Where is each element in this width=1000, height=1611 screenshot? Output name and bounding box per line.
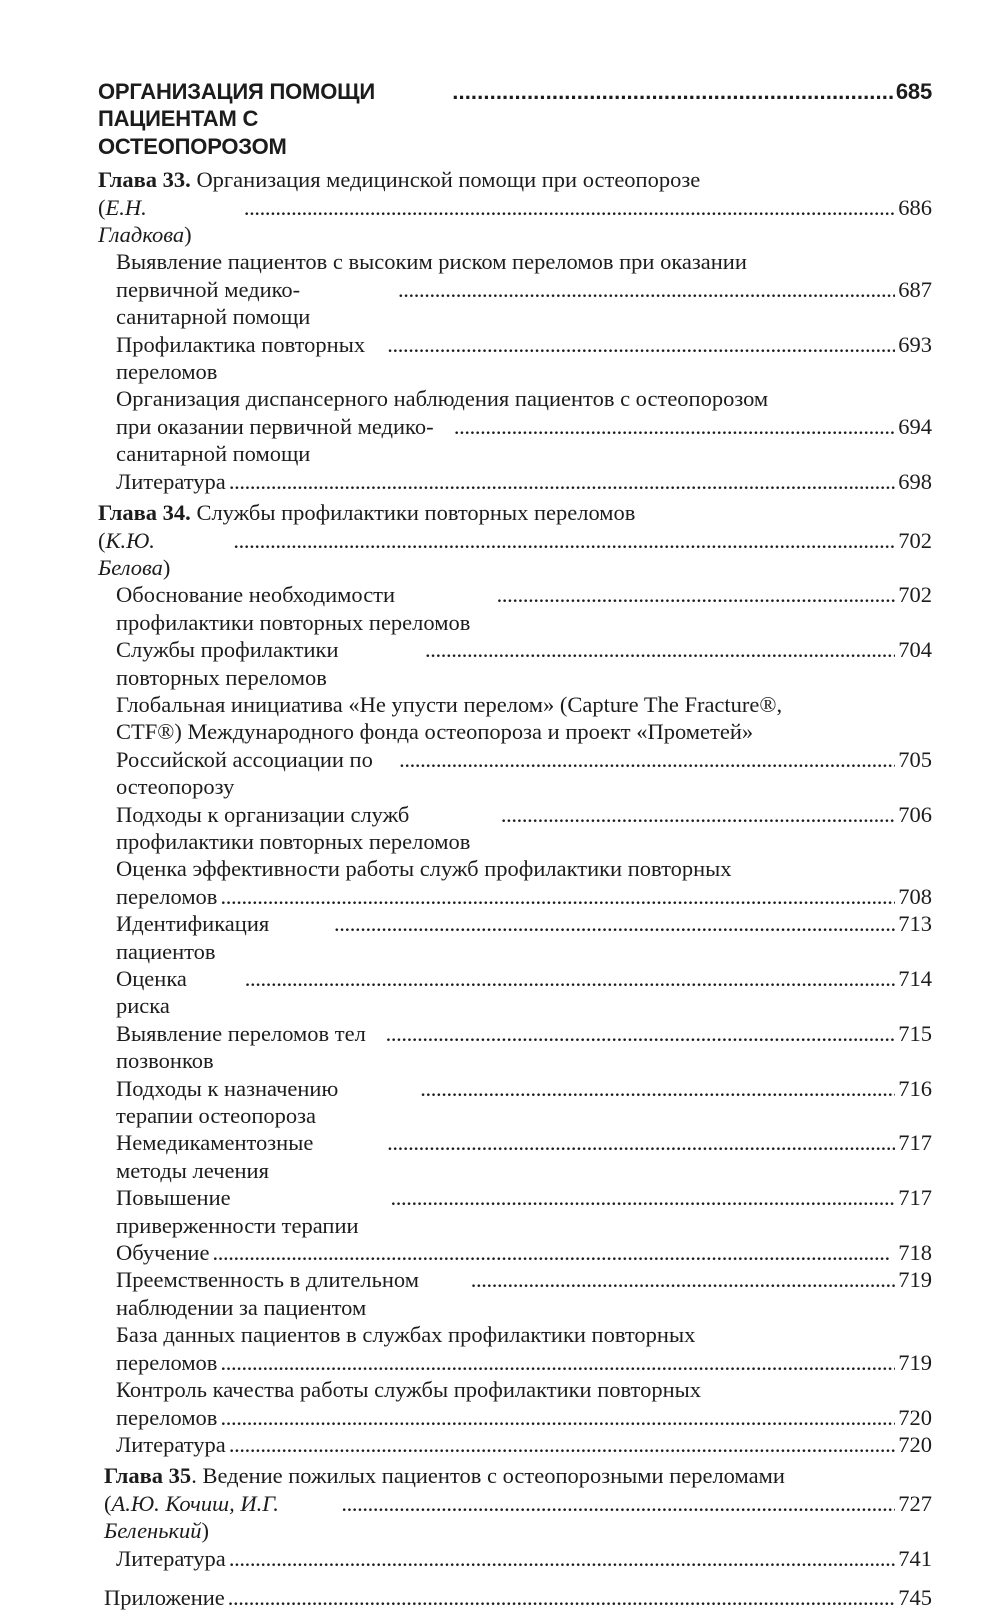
appendix-label: Приложение bbox=[104, 1584, 225, 1610]
page-number: 716 bbox=[898, 1075, 932, 1101]
leader-dots bbox=[334, 910, 895, 937]
page-number: 687 bbox=[898, 276, 932, 302]
leader-dots bbox=[399, 746, 895, 773]
page-number: 698 bbox=[898, 468, 932, 494]
toc-entry: Литература . . . 741 bbox=[104, 1545, 932, 1572]
page-number: 694 bbox=[898, 413, 932, 439]
toc-entry: Выявление пациентов с высоким риском переломов при оказании первичной медико-санитарной помощи . . . 687 bbox=[98, 248, 932, 330]
chapter-title: Организация медицинской помощи при остеопорозе bbox=[196, 167, 701, 193]
toc-entry: Службы профилактики повторных переломов . . . 704 bbox=[98, 636, 932, 691]
page-number: 706 bbox=[898, 801, 932, 827]
toc-entry: Идентификация пациентов . . . 713 bbox=[98, 910, 932, 965]
chapter-title-line bbox=[98, 499, 932, 526]
toc-entry: Глобальная инициатива «Не упусти перелом» (Capture The Fracture®, CTF®) Международного фонда остеопороза и проект «Прометей» Российской ассоциации по остеопорозу . . . 705 bbox=[98, 691, 932, 801]
toc-entry: Обучение . . . 718 bbox=[98, 1239, 932, 1266]
leader-dots bbox=[244, 194, 895, 221]
leader-dots bbox=[452, 78, 893, 105]
leader-dots bbox=[212, 1239, 895, 1266]
chapter-number: Глава 33. bbox=[98, 167, 191, 193]
chapter-author: К.Ю. Белова bbox=[98, 527, 163, 580]
leader-dots bbox=[233, 527, 895, 554]
chapter-author: А.Ю. Кочиш, И.Г. Беленький bbox=[104, 1490, 279, 1544]
page-number: 702 bbox=[898, 527, 932, 553]
leader-dots bbox=[425, 636, 895, 663]
chapter-number: Глава 34. bbox=[98, 500, 191, 526]
leader-dots bbox=[420, 1075, 895, 1102]
chapter-title: Ведение пожилых пациентов с остеопорозными переломами bbox=[202, 1463, 785, 1489]
table-of-contents bbox=[98, 74, 932, 1611]
leader-dots bbox=[387, 1129, 895, 1156]
toc-entry: Преемственность в длительном наблюдении за пациентом . . . 719 bbox=[98, 1266, 932, 1321]
toc-entry: База данных пациентов в службах профилактики повторных переломов . . . 719 bbox=[98, 1321, 932, 1376]
chapter-34 bbox=[98, 499, 932, 1458]
page-number: 705 bbox=[898, 746, 932, 772]
page-number: 745 bbox=[898, 1584, 932, 1610]
leader-dots bbox=[501, 801, 895, 828]
chapter-35 bbox=[98, 1462, 932, 1572]
chapter-number: Глава 35 bbox=[104, 1463, 192, 1489]
page-number: 686 bbox=[898, 194, 932, 220]
appendix-entry bbox=[98, 1584, 932, 1611]
leader-dots bbox=[220, 1404, 895, 1431]
leader-dots bbox=[390, 1184, 895, 1211]
page-number: 685 bbox=[895, 79, 932, 104]
section-title: ОРГАНИЗАЦИЯ ПОМОЩИ ПАЦИЕНТАМ С ОСТЕОПОРОЗОМ bbox=[98, 79, 375, 159]
toc-entry: Контроль качества работы службы профилактики повторных переломов . . . 720 bbox=[98, 1376, 932, 1431]
page-number: 741 bbox=[898, 1545, 932, 1571]
leader-dots bbox=[229, 1545, 895, 1572]
leader-dots bbox=[454, 413, 895, 440]
toc-entry: Организация диспансерного наблюдения пациентов с остеопорозом при оказании первичной медико-санитарной помощи . . . 694 bbox=[98, 385, 932, 467]
page-number: 717 bbox=[898, 1130, 932, 1156]
page-number: 720 bbox=[898, 1431, 932, 1457]
toc-entry: Подходы к назначению терапии остеопороза . . . 716 bbox=[98, 1075, 932, 1130]
toc-entry: Профилактика повторных переломов . . . 693 bbox=[98, 331, 932, 386]
chapter-author: Е.Н. Гладкова bbox=[98, 194, 185, 248]
leader-dots bbox=[497, 581, 896, 608]
page-number: 719 bbox=[898, 1349, 932, 1375]
toc-entry: Обоснование необходимости профилактики повторных переломов . . . 702 bbox=[98, 581, 932, 636]
leader-dots bbox=[471, 1266, 896, 1293]
page-number: 718 bbox=[898, 1240, 932, 1266]
chapter-33 bbox=[98, 166, 932, 495]
page-number: 714 bbox=[898, 966, 932, 991]
toc-entry: Литература . . . 698 bbox=[98, 468, 932, 495]
leader-dots bbox=[398, 276, 895, 303]
page-number: 708 bbox=[898, 883, 932, 909]
toc-entry: Выявление переломов тел позвонков . . . 715 bbox=[98, 1020, 932, 1075]
toc-entry: Оценка риска . . . 714 bbox=[98, 965, 932, 1020]
page-number: 693 bbox=[898, 331, 932, 357]
page-number: 715 bbox=[898, 1020, 932, 1046]
leader-dots bbox=[341, 1490, 895, 1517]
leader-dots bbox=[229, 1431, 895, 1458]
leader-dots bbox=[220, 883, 895, 910]
leader-dots bbox=[386, 1020, 896, 1047]
toc-entry: Повышение приверженности терапии . . . 717 bbox=[98, 1184, 932, 1239]
chapter-author-row: (К.Ю. Белова) . . . 702 bbox=[98, 527, 932, 582]
page-number: 727 bbox=[898, 1490, 932, 1516]
page-number: 717 bbox=[898, 1185, 932, 1211]
page-number: 704 bbox=[898, 637, 932, 663]
chapter-title: Службы профилактики повторных переломов bbox=[196, 500, 636, 526]
leader-dots bbox=[245, 965, 896, 992]
chapter-author-row: (А.Ю. Кочиш, И.Г. Беленький) . . . 727 bbox=[104, 1490, 932, 1545]
toc-entry: Оценка эффективности работы служб профилактики повторных переломов . . . 708 bbox=[98, 855, 932, 910]
toc-entry: Немедикаментозные методы лечения . . . 717 bbox=[98, 1129, 932, 1184]
leader-dots bbox=[228, 1584, 895, 1611]
toc-entry: Литература . . . 720 bbox=[98, 1431, 932, 1458]
page-number: 719 bbox=[898, 1267, 932, 1293]
page-number: 702 bbox=[898, 582, 932, 608]
section-heading bbox=[98, 74, 932, 162]
chapter-title-line: Глава 35. Ведение пожилых пациентов с остеопорозными переломами bbox=[104, 1463, 785, 1489]
chapter-title-line bbox=[98, 166, 932, 193]
leader-dots bbox=[220, 1349, 895, 1376]
toc-entry: Подходы к организации служб профилактики повторных переломов . . . 706 bbox=[98, 801, 932, 856]
leader-dots bbox=[387, 331, 895, 358]
page-number: 713 bbox=[898, 911, 932, 937]
leader-dots bbox=[229, 468, 895, 495]
page-number: 720 bbox=[898, 1404, 932, 1430]
chapter-author-row: (Е.Н. Гладкова) . . . 686 bbox=[98, 194, 932, 249]
